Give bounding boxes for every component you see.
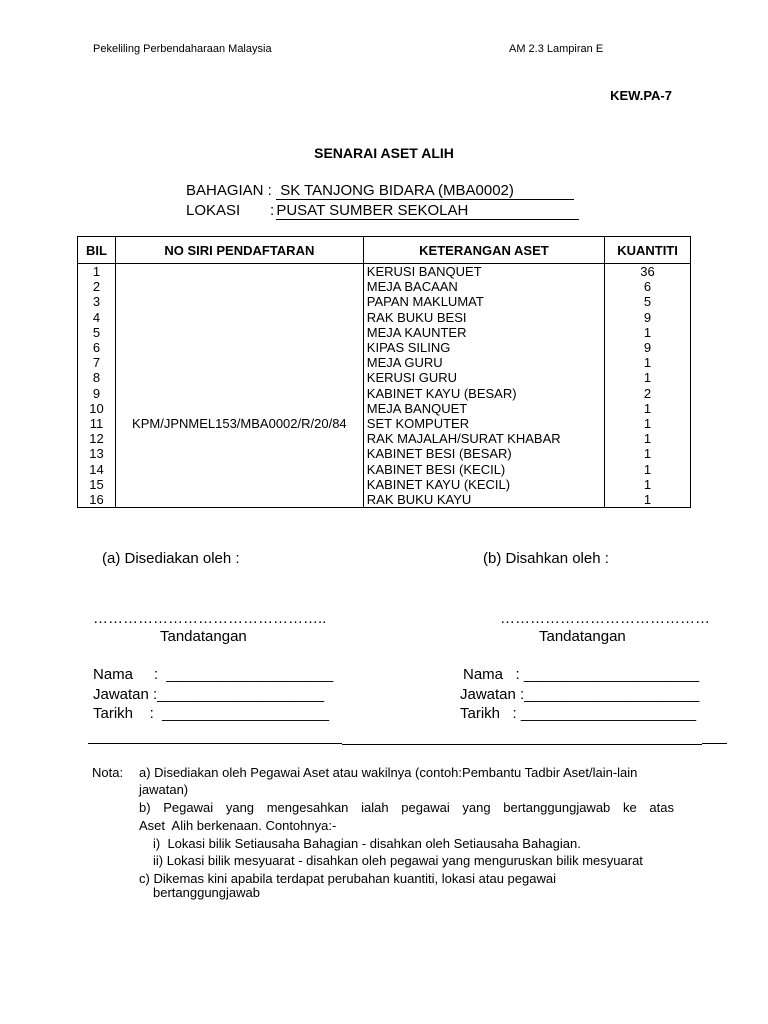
col-no-siri: NO SIRI PENDAFTARAN (115, 237, 363, 264)
asset-table-body (78, 264, 691, 508)
col-keterangan: KETERANGAN ASET (363, 237, 604, 264)
cell-bil: 4 (78, 310, 116, 325)
col-bil: BIL (78, 237, 116, 264)
cell-kuantiti: 1 (605, 446, 691, 461)
table-row (78, 386, 691, 401)
table-row (78, 401, 691, 416)
cell-bil: 1 (78, 264, 116, 280)
table-row (78, 294, 691, 309)
cell-bil: 15 (78, 477, 116, 492)
cell-kuantiti: 1 (605, 477, 691, 492)
lokasi-label: LOKASI (186, 202, 241, 219)
note-c-line1: c) Dikemas kini apabila terdapat perubahan kuantiti, lokasi atau pegawai (139, 871, 556, 886)
col-kuantiti: KUANTITI (605, 237, 691, 264)
cell-keterangan: KIPAS SILING (363, 340, 604, 355)
note-a-line2: jawatan) (139, 782, 189, 797)
approved-nama: Nama : _____________________ (463, 666, 700, 683)
cell-no-siri (115, 401, 363, 416)
cell-no-siri (115, 310, 363, 325)
cell-keterangan: MEJA GURU (363, 355, 604, 370)
cell-bil: 8 (78, 370, 116, 385)
lokasi-row (186, 202, 579, 220)
table-row (78, 492, 691, 508)
cell-keterangan: SET KOMPUTER (363, 416, 604, 431)
approved-by-heading: (b) Disahkan oleh : (483, 550, 609, 567)
cell-keterangan: MEJA KAUNTER (363, 325, 604, 340)
cell-keterangan: RAK BUKU KAYU (363, 492, 604, 508)
cell-keterangan: PAPAN MAKLUMAT (363, 294, 604, 309)
cell-no-siri (115, 264, 363, 280)
cell-keterangan: RAK BUKU BESI (363, 310, 604, 325)
bahagian-row (186, 182, 574, 200)
lokasi-colon: : (270, 202, 275, 219)
asset-table (77, 236, 691, 508)
cell-kuantiti: 1 (605, 416, 691, 431)
cell-keterangan: KERUSI GURU (363, 370, 604, 385)
cell-no-siri (115, 355, 363, 370)
cell-keterangan: RAK MAJALAH/SURAT KHABAR (363, 431, 604, 446)
cell-no-siri (115, 431, 363, 446)
cell-kuantiti: 1 (605, 370, 691, 385)
table-row (78, 310, 691, 325)
header-left: Pekeliling Perbendaharaan Malaysia (93, 43, 272, 55)
cell-keterangan: KABINET BESI (BESAR) (363, 446, 604, 461)
cell-bil: 10 (78, 401, 116, 416)
table-header-row (78, 237, 691, 264)
table-row (78, 340, 691, 355)
approved-signature-line: …………………………………… (500, 610, 710, 627)
cell-bil: 11 (78, 416, 116, 431)
cell-bil: 9 (78, 386, 116, 401)
cell-no-siri (115, 325, 363, 340)
bahagian-value: SK TANJONG BIDARA (MBA0002) (276, 183, 574, 200)
cell-no-siri (115, 340, 363, 355)
cell-bil: 2 (78, 279, 116, 294)
cell-keterangan: MEJA BANQUET (363, 401, 604, 416)
notes-label: Nota: (92, 765, 124, 780)
cell-bil: 5 (78, 325, 116, 340)
cell-no-siri: KPM/JPNMEL153/MBA0002/R/20/84 (115, 416, 363, 431)
note-b-i: i) Lokasi bilik Setiausaha Bahagian - disahkan oleh Setiausaha Bahagian. (153, 836, 581, 851)
cell-keterangan: KABINET KAYU (BESAR) (363, 386, 604, 401)
prepared-signature-line: ……………………………………….. (93, 610, 327, 627)
prepared-tarikh: Tarikh : ____________________ (93, 705, 330, 722)
divider-right (702, 743, 727, 744)
table-row (78, 416, 691, 431)
page-title: SENARAI ASET ALIH (314, 145, 454, 161)
form-code: KEW.PA-7 (610, 88, 672, 103)
cell-no-siri (115, 294, 363, 309)
cell-keterangan: KABINET KAYU (KECIL) (363, 477, 604, 492)
table-row (78, 325, 691, 340)
table-row (78, 431, 691, 446)
cell-kuantiti: 2 (605, 386, 691, 401)
prepared-jawatan: Jawatan :____________________ (93, 686, 325, 703)
cell-kuantiti: 1 (605, 401, 691, 416)
cell-bil: 6 (78, 340, 116, 355)
header-right: AM 2.3 Lampiran E (509, 43, 604, 55)
cell-no-siri (115, 477, 363, 492)
cell-no-siri (115, 370, 363, 385)
cell-no-siri (115, 492, 363, 508)
prepared-nama: Nama : ____________________ (93, 666, 334, 683)
cell-kuantiti: 9 (605, 310, 691, 325)
table-row (78, 446, 691, 461)
cell-kuantiti: 1 (605, 461, 691, 476)
table-row (78, 477, 691, 492)
cell-keterangan: KABINET BESI (KECIL) (363, 461, 604, 476)
table-row (78, 370, 691, 385)
approved-jawatan: Jawatan :_____________________ (460, 686, 700, 703)
cell-kuantiti: 1 (605, 492, 691, 508)
cell-bil: 3 (78, 294, 116, 309)
prepared-by-heading: (a) Disediakan oleh : (102, 550, 240, 567)
note-a-line1: a) Disediakan oleh Pegawai Aset atau wakilnya (contoh:Pembantu Tadbir Aset/lain-lain (139, 765, 638, 780)
prepared-sign-label: Tandatangan (160, 628, 247, 645)
divider-middle (342, 744, 702, 745)
cell-keterangan: MEJA BACAAN (363, 279, 604, 294)
cell-bil: 14 (78, 461, 116, 476)
note-b-line1: b) Pegawai yang mengesahkan ialah pegawai yang bertanggungjawab ke atas (139, 800, 674, 815)
cell-kuantiti: 6 (605, 279, 691, 294)
cell-bil: 13 (78, 446, 116, 461)
note-b-line2: Aset Alih berkenaan. Contohnya:- (139, 818, 337, 833)
cell-no-siri (115, 279, 363, 294)
cell-kuantiti: 1 (605, 355, 691, 370)
table-row (78, 279, 691, 294)
approved-tarikh: Tarikh : _____________________ (460, 705, 697, 722)
approved-sign-label: Tandatangan (539, 628, 626, 645)
cell-kuantiti: 1 (605, 431, 691, 446)
cell-bil: 12 (78, 431, 116, 446)
bahagian-label: BAHAGIAN : (186, 182, 272, 199)
cell-bil: 7 (78, 355, 116, 370)
cell-no-siri (115, 461, 363, 476)
cell-no-siri (115, 386, 363, 401)
cell-keterangan: KERUSI BANQUET (363, 264, 604, 280)
table-row (78, 264, 691, 280)
cell-kuantiti: 9 (605, 340, 691, 355)
cell-kuantiti: 1 (605, 325, 691, 340)
cell-kuantiti: 36 (605, 264, 691, 280)
cell-kuantiti: 5 (605, 294, 691, 309)
cell-no-siri (115, 446, 363, 461)
cell-bil: 16 (78, 492, 116, 508)
divider-left (88, 743, 342, 744)
table-row (78, 461, 691, 476)
table-row (78, 355, 691, 370)
note-c-line2: bertanggungjawab (153, 885, 260, 900)
lokasi-value: PUSAT SUMBER SEKOLAH (276, 203, 579, 220)
note-b-ii: ii) Lokasi bilik mesyuarat - disahkan oleh pegawai yang menguruskan bilik mesyuarat (153, 853, 643, 868)
